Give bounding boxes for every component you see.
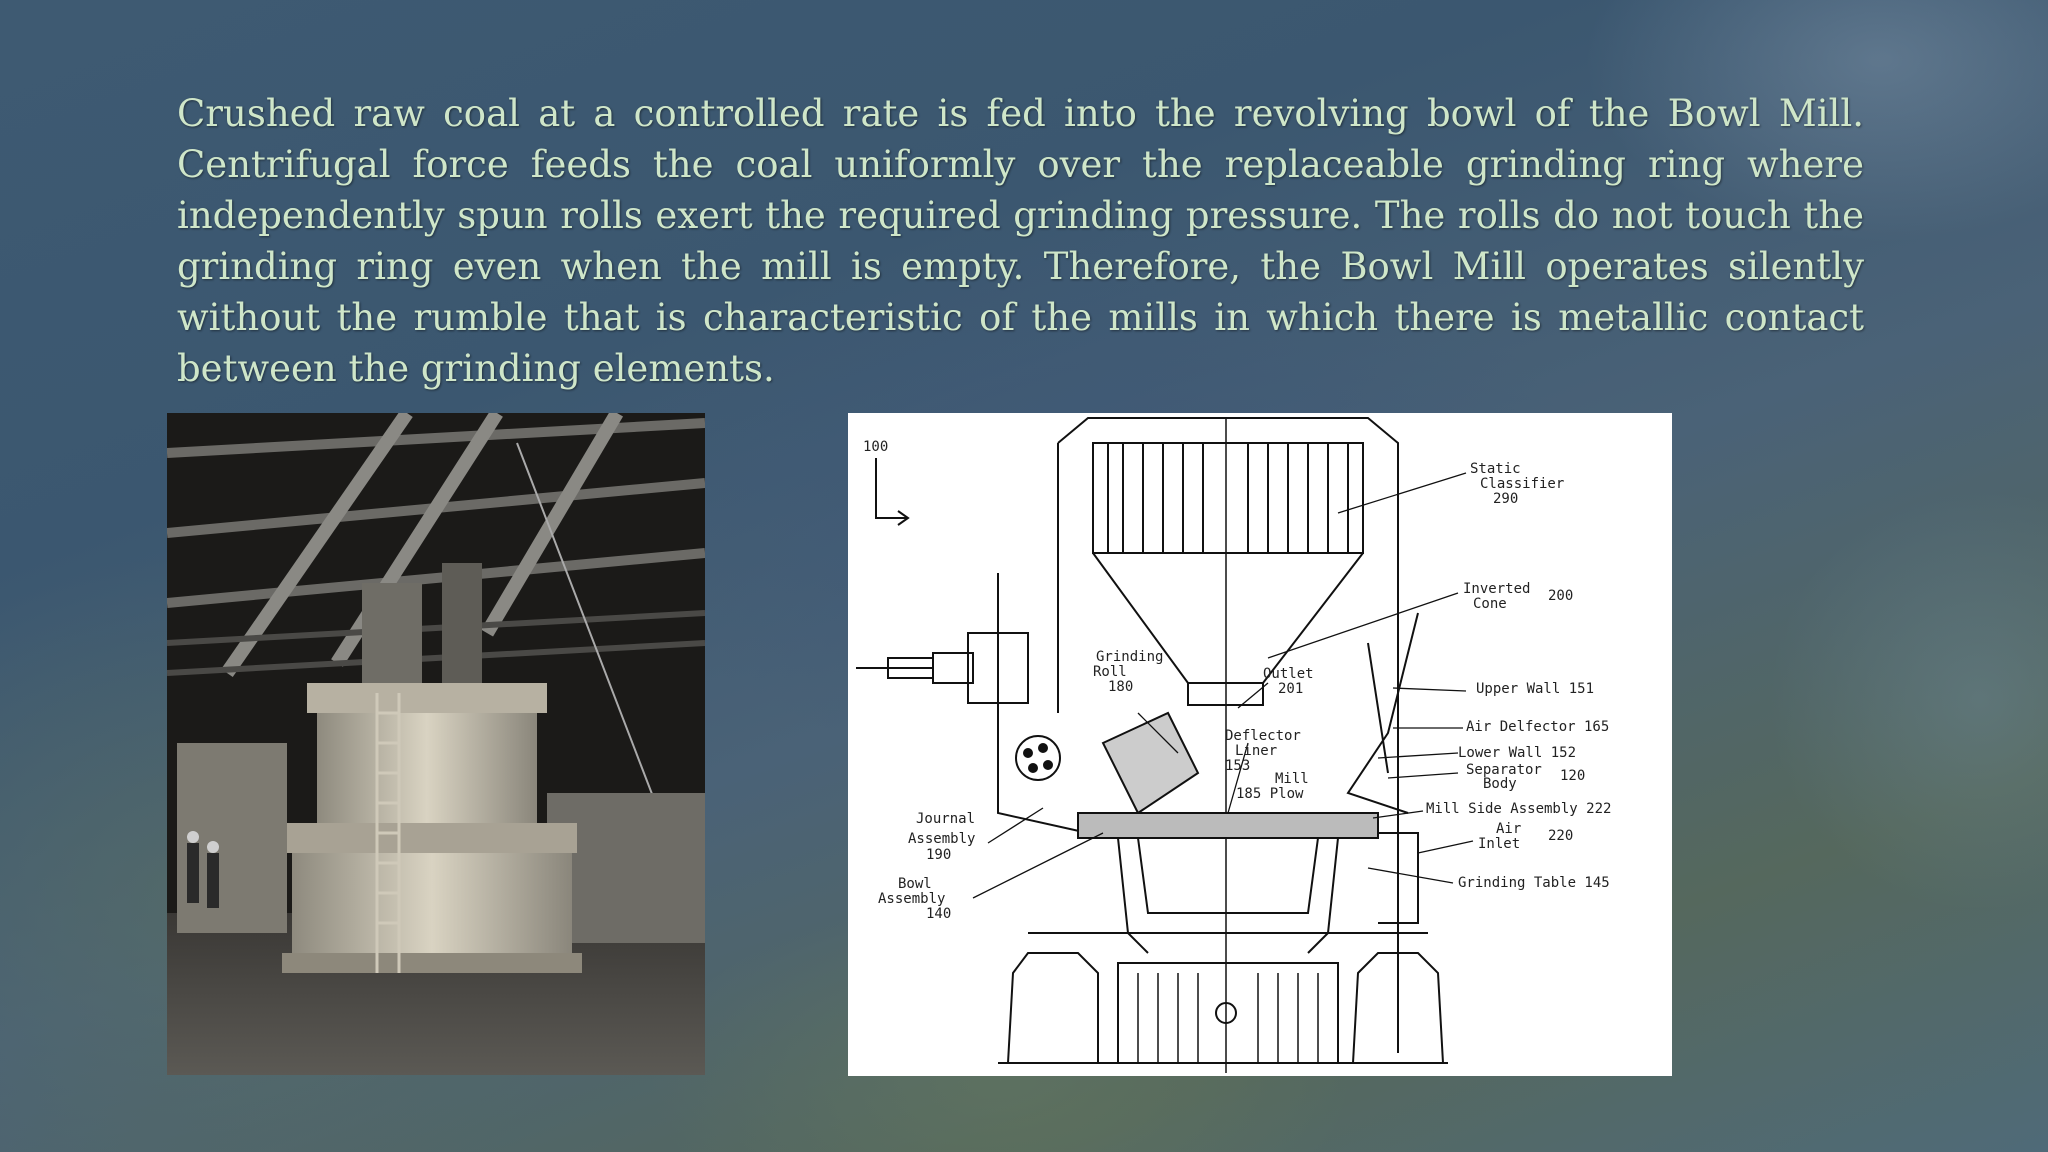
slide-body-text: Crushed raw coal at a controlled rate is fed into the revolving bowl of the Bowl Mill. Centrifugal force feeds the coal uniformly over the replaceable grinding ring where independently spun rolls exert the required grinding pressure. The rolls do not touch the grinding ring even when the mill is empty. Therefore, the Bowl Mill operates silently without the rumble that is characteristic of the mills in which there is metallic contact between the grinding elements. <box>177 92 1864 390</box>
bowl-mill-diagram <box>848 413 1672 1076</box>
label-journal-assembly-b: Assembly <box>908 831 976 847</box>
label-air-deflector: Air Delfector 165 <box>1466 719 1610 735</box>
label-air-inlet-num: 220 <box>1548 828 1574 844</box>
label-grinding-roll-b: Roll <box>1093 664 1127 680</box>
label-grinding-roll-num: 180 <box>1108 679 1134 695</box>
label-mill-side-assembly: Mill Side Assembly 222 <box>1426 801 1612 817</box>
label-journal-assembly-a: Journal <box>916 811 976 827</box>
label-air-inlet-b: Inlet <box>1478 836 1521 852</box>
label-mill-plow-b: 185 Plow <box>1236 786 1304 802</box>
label-static-classifier-num: 290 <box>1493 491 1519 507</box>
label-inverted-cone-a: Inverted <box>1463 581 1531 597</box>
label-separator-body-num: 120 <box>1560 768 1586 784</box>
label-deflector-liner-a: Deflector <box>1225 728 1301 744</box>
label-deflector-liner-num: 153 <box>1225 758 1251 774</box>
label-bowl-assembly-num: 140 <box>926 906 952 922</box>
label-journal-assembly-num: 190 <box>926 847 952 863</box>
label-bowl-assembly-a: Bowl <box>898 876 932 892</box>
label-grinding-roll-a: Grinding <box>1096 649 1164 665</box>
label-outlet-num: 201 <box>1278 681 1304 697</box>
label-mill-plow-a: Mill <box>1275 771 1309 787</box>
label-lower-wall: Lower Wall 152 <box>1458 745 1577 761</box>
label-static-classifier-b: Classifier <box>1480 476 1565 492</box>
label-bowl-assembly-b: Assembly <box>878 891 946 907</box>
label-grinding-table: Grinding Table 145 <box>1458 875 1610 891</box>
bowl-mill-photo <box>167 413 705 1075</box>
label-air-inlet-a: Air <box>1496 821 1522 837</box>
label-inverted-cone-b: Cone <box>1473 596 1507 612</box>
label-deflector-liner-b: Liner <box>1235 743 1278 759</box>
label-outlet-a: Outlet <box>1263 666 1314 682</box>
figure-ref-label: 100 <box>863 439 889 455</box>
label-upper-wall: Upper Wall 151 <box>1476 681 1595 697</box>
label-separator-body-b: Body <box>1483 776 1517 792</box>
label-static-classifier-a: Static <box>1470 461 1521 477</box>
label-separator-body-a: Separator <box>1466 762 1542 778</box>
label-inverted-cone-num: 200 <box>1548 588 1574 604</box>
